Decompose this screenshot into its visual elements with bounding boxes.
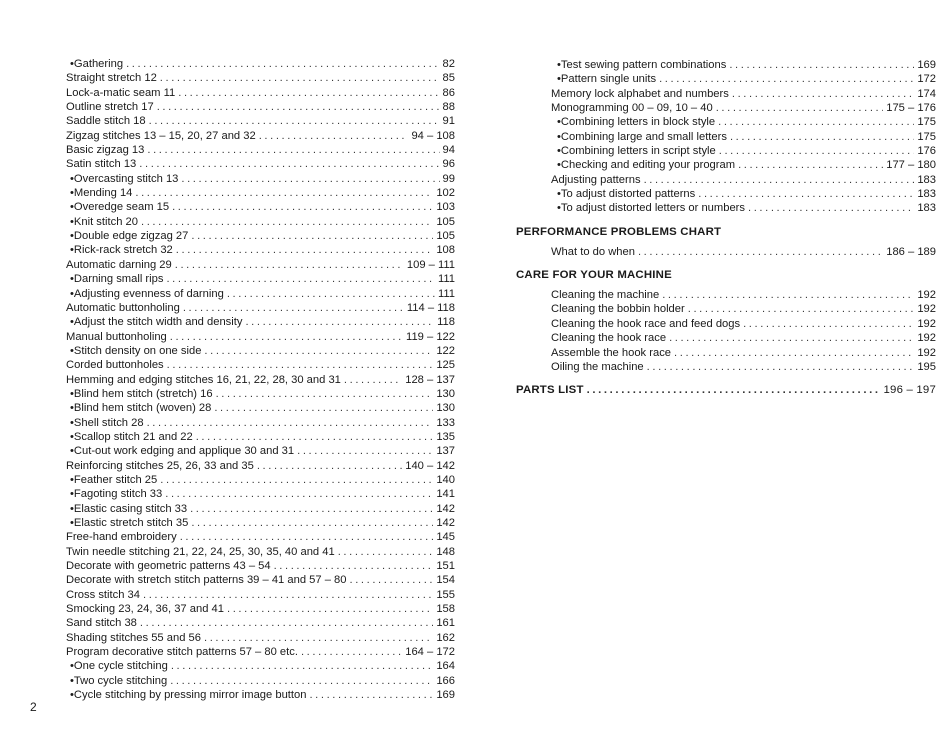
toc-entry-page: 174: [917, 87, 936, 100]
leader-dots: [165, 487, 433, 501]
toc-entry: [66, 71, 455, 85]
toc-entry-page: 176: [917, 145, 936, 158]
toc-entry-page: 88: [442, 101, 455, 114]
toc-entry: [516, 173, 936, 187]
toc-entry-title: Fagoting stitch 33: [73, 488, 163, 501]
toc-entry-page: 111: [437, 273, 455, 286]
toc-entry-title: Overcasting stitch 13: [73, 172, 179, 185]
toc-entry-title: Cut-out work edging and applique 30 and 31: [73, 445, 295, 458]
toc-entry-page: 108: [436, 244, 455, 257]
page-number: 2: [30, 700, 37, 714]
toc-entry: [66, 530, 455, 544]
performance-heading: PERFORMANCE PROBLEMS CHART: [516, 225, 722, 238]
bullet-icon: •: [557, 130, 561, 143]
toc-entry-page: 186 – 189: [886, 245, 936, 258]
toc-entry-title: Elastic casing stitch 33: [73, 502, 188, 515]
toc-entry: [66, 358, 455, 372]
toc-left-column: [66, 57, 455, 702]
leader-dots: [257, 459, 402, 473]
bullet-icon: •: [557, 59, 561, 71]
leader-dots: [259, 129, 409, 143]
toc-entry-page: 169: [436, 689, 455, 702]
leader-dots: [183, 301, 404, 315]
toc-entry: [66, 688, 455, 702]
parts-list-entry: [516, 383, 936, 397]
toc-entry-title: Two cycle stitching: [73, 674, 168, 687]
leader-dots: [297, 444, 433, 458]
toc-entry-title: Shell stitch 28: [73, 416, 144, 429]
leader-dots: [743, 317, 914, 331]
toc-entry: [66, 659, 455, 673]
toc-entry-page: 86: [442, 86, 455, 99]
toc-entry-title: Automatic buttonholing: [66, 301, 180, 314]
leader-dots: [204, 631, 433, 645]
bullet-icon: •: [70, 387, 74, 400]
toc-entry: [66, 473, 455, 487]
bullet-icon: •: [70, 244, 74, 257]
toc-entry-page: 141: [436, 488, 455, 501]
leader-dots: [227, 602, 433, 616]
bullet-icon: •: [557, 159, 561, 172]
toc-entry-page: 183: [917, 202, 936, 215]
leader-dots: [349, 573, 433, 587]
bullet-icon: •: [70, 215, 74, 228]
toc-entry-title: Adjusting evenness of darning: [73, 287, 224, 300]
toc-entry: [66, 200, 455, 214]
leader-dots: [176, 243, 434, 257]
toc-entry: [516, 317, 936, 331]
toc-entry-title: Rick-rack stretch 32: [73, 244, 173, 257]
bullet-icon: •: [70, 473, 74, 486]
toc-entry: [66, 545, 455, 559]
toc-entry: [66, 229, 455, 243]
toc-entry: [66, 502, 455, 516]
toc-entry-title: Program decorative stitch patterns 57 – 80 etc.: [66, 646, 298, 659]
care-heading: CARE FOR YOUR MACHINE: [516, 269, 672, 282]
toc-entry: [516, 331, 936, 345]
toc-entry-title: Automatic darning 29: [66, 258, 172, 271]
leader-dots: [191, 516, 433, 530]
toc-entry-page: 140 – 142: [405, 459, 455, 472]
toc-entry-title: To adjust distorted patterns: [560, 188, 696, 201]
toc-entry-page: 148: [436, 545, 455, 558]
toc-entry-page: 105: [436, 230, 455, 243]
toc-entry-title: Corded buttonholes: [66, 359, 164, 372]
leader-dots: [141, 215, 433, 229]
leader-dots: [659, 72, 914, 86]
toc-entry-title: Feather stitch 25: [73, 473, 158, 486]
toc-entry-title: Sand stitch 38: [66, 617, 137, 630]
toc-entry: [66, 588, 455, 602]
toc-entry-page: 133: [436, 416, 455, 429]
bullet-icon: •: [557, 188, 561, 201]
leader-dots: [274, 559, 434, 573]
bullet-icon: •: [70, 416, 74, 429]
leader-dots: [718, 115, 914, 129]
bullet-icon: •: [70, 58, 74, 70]
leader-dots: [140, 616, 433, 630]
toc-entry: [516, 201, 936, 215]
toc-entry-title: Outline stretch 17: [66, 101, 154, 114]
toc-entry-title: Decorate with geometric patterns 43 – 54: [66, 560, 271, 573]
toc-entry-page: 192: [917, 303, 936, 316]
care-list: [516, 288, 936, 374]
bullet-icon: •: [70, 689, 74, 702]
toc-entry-title: Mending 14: [73, 187, 133, 200]
toc-entry-title: Twin needle stitching 21, 22, 24, 25, 30, 35, 40 and 41: [66, 545, 335, 558]
leader-dots: [160, 473, 433, 487]
leader-dots: [180, 530, 434, 544]
toc-entry-page: 183: [917, 173, 936, 186]
toc-entry-page: 183: [917, 188, 936, 201]
leader-dots: [196, 430, 434, 444]
toc-entry-title: Combining letters in block style: [560, 116, 716, 129]
leader-dots: [190, 502, 433, 516]
toc-entry-page: 130: [436, 387, 455, 400]
leader-dots: [729, 58, 914, 72]
toc-entry-page: 105: [436, 215, 455, 228]
toc-entry: [66, 387, 455, 401]
toc-entry-page: 145: [436, 531, 455, 544]
toc-entry: [516, 158, 936, 172]
toc-entry-page: 119 – 122: [406, 330, 455, 343]
leader-dots: [171, 659, 434, 673]
toc-entry-page: 164: [436, 660, 455, 673]
toc-entry: [66, 86, 455, 100]
leader-dots: [167, 358, 434, 372]
toc-entry-title: Blind hem stitch (woven) 28: [73, 402, 212, 415]
toc-entry-title: Overedge seam 15: [73, 201, 170, 214]
toc-entry-title: Monogramming 00 – 09, 10 – 40: [551, 102, 713, 115]
leader-dots: [719, 144, 915, 158]
toc-entry-page: 192: [917, 289, 936, 302]
performance-list: [516, 245, 936, 259]
toc-entry-title: Zigzag stitches 13 – 15, 20, 27 and 32: [66, 129, 256, 142]
toc-entry-title: Elastic stretch stitch 35: [73, 517, 189, 529]
toc-entry-title: Knit stitch 20: [73, 215, 138, 228]
toc-entry: [66, 330, 455, 344]
bullet-icon: •: [70, 660, 74, 673]
toc-entry-page: 82: [442, 58, 455, 70]
toc-entry: [516, 144, 936, 158]
leader-dots: [738, 158, 883, 172]
toc-entry-page: 151: [436, 560, 455, 573]
toc-entry-page: 94 – 108: [411, 129, 455, 142]
toc-entry: [66, 114, 455, 128]
toc-entry-page: 166: [436, 674, 455, 687]
toc-entry-page: 162: [436, 631, 455, 644]
toc-entry-page: 172: [917, 73, 936, 86]
toc-entry: [66, 301, 455, 315]
toc-entry-page: 175: [917, 116, 936, 129]
toc-entry-page: 195: [917, 360, 936, 373]
leader-dots: [147, 416, 434, 430]
toc-entry: [516, 187, 936, 201]
toc-entry-title: Basic zigzag 13: [66, 144, 145, 157]
leader-dots: [301, 645, 402, 659]
toc-entry: [66, 373, 455, 387]
bullet-icon: •: [70, 201, 74, 214]
toc-entry: [66, 315, 455, 329]
toc-entry-page: 154: [436, 574, 455, 587]
toc-entry-page: 128 – 137: [405, 373, 455, 386]
toc-entry-title: Memory lock alphabet and numbers: [551, 87, 729, 100]
bullet-icon: •: [557, 202, 561, 215]
toc-entry-title: Adjust the stitch width and density: [73, 316, 243, 329]
toc-entry-page: 135: [436, 430, 455, 443]
toc-entry-page: 161: [436, 617, 455, 630]
bullet-icon: •: [70, 488, 74, 501]
toc-entry-page: 96: [442, 158, 455, 171]
leader-dots: [160, 71, 440, 85]
toc-entry: [66, 57, 455, 71]
toc-entry-title: Cleaning the hook race and feed dogs: [551, 317, 741, 330]
bullet-icon: •: [70, 430, 74, 443]
toc-entry-title: Manual buttonholing: [66, 330, 167, 343]
toc-entry-title: Shading stitches 55 and 56: [66, 631, 201, 644]
toc-entry-page: 125: [436, 359, 455, 372]
parts-page: 196 – 197: [883, 384, 936, 397]
toc-right-top-list: [516, 58, 936, 216]
leader-dots: [647, 360, 915, 374]
toc-entry: [66, 243, 455, 257]
toc-entry: [66, 401, 455, 415]
leader-dots: [674, 346, 914, 360]
toc-entry: [516, 360, 936, 374]
leader-dots: [338, 545, 434, 559]
leader-dots: [344, 373, 402, 387]
bullet-icon: •: [557, 116, 561, 129]
toc-entry-title: Stitch density on one side: [73, 344, 202, 357]
toc-entry-title: Adjusting patterns: [551, 173, 641, 186]
leader-dots: [227, 287, 435, 301]
toc-entry-title: Assemble the hook race: [551, 346, 672, 359]
toc-entry-page: 103: [436, 201, 455, 214]
bullet-icon: •: [70, 187, 74, 200]
leader-dots: [638, 245, 883, 259]
toc-entry: [516, 115, 936, 129]
toc-entry-title: Scallop stitch 21 and 22: [73, 430, 193, 443]
toc-entry-page: 102: [436, 187, 455, 200]
leader-dots: [688, 302, 915, 316]
toc-entry-page: 177 – 180: [886, 159, 936, 172]
leader-dots: [730, 130, 914, 144]
toc-entry-title: Cleaning the machine: [551, 289, 660, 302]
toc-entry-title: Darning small rips: [73, 273, 164, 286]
leader-dots: [309, 688, 433, 702]
leader-dots: [139, 157, 439, 171]
toc-entry-title: Cleaning the bobbin holder: [551, 303, 685, 316]
leader-dots: [147, 143, 439, 157]
toc-entry-title: Hemming and edging stitches 16, 21, 22, 28, 30 and 31: [66, 373, 341, 386]
bullet-icon: •: [557, 73, 561, 86]
leader-dots: [157, 100, 440, 114]
leader-dots: [748, 201, 914, 215]
toc-entry: [516, 87, 936, 101]
toc-entry-title: Cross stitch 34: [66, 588, 140, 601]
leader-dots: [181, 172, 439, 186]
bullet-icon: •: [70, 344, 74, 357]
toc-entry: [516, 101, 936, 115]
toc-entry-page: 94: [442, 144, 455, 157]
toc-entry-page: 85: [442, 72, 455, 85]
toc-entry: [66, 129, 455, 143]
toc-entry-title: Blind hem stitch (stretch) 16: [73, 387, 213, 400]
toc-entry-title: Saddle stitch 18: [66, 115, 146, 128]
toc-entry-title: Satin stitch 13: [66, 158, 137, 171]
toc-entry: [66, 631, 455, 645]
toc-entry: [66, 559, 455, 573]
bullet-icon: •: [70, 517, 74, 529]
toc-entry-page: 122: [436, 344, 455, 357]
toc-entry: [516, 72, 936, 86]
toc-entry-page: 175 – 176: [886, 102, 936, 115]
bullet-icon: •: [70, 230, 74, 243]
bullet-icon: •: [70, 674, 74, 687]
toc-entry: [66, 616, 455, 630]
toc-entry-page: 169: [917, 59, 936, 71]
bullet-icon: •: [70, 172, 74, 185]
toc-entry-page: 192: [917, 346, 936, 359]
toc-entry-title: Pattern single units: [560, 73, 657, 86]
toc-entry-title: Straight stretch 12: [66, 72, 157, 85]
leader-dots: [175, 258, 404, 272]
toc-entry-page: 111: [437, 287, 455, 300]
toc-entry-page: 155: [436, 588, 455, 601]
toc-entry-page: 192: [917, 332, 936, 345]
toc-entry: [66, 344, 455, 358]
toc-entry-page: 130: [436, 402, 455, 415]
leader-dots: [178, 86, 439, 100]
toc-entry-page: 158: [436, 603, 455, 616]
toc-entry-title: Decorate with stretch stitch patterns 39 – 41 and 57 – 80: [66, 574, 347, 587]
toc-entry-title: Checking and editing your program: [560, 159, 736, 172]
leader-dots: [716, 101, 884, 115]
toc-entry-title: Test sewing pattern combinations: [560, 59, 727, 71]
toc-entry-page: 109 – 111: [406, 258, 455, 271]
toc-entry-title: What to do when: [551, 245, 635, 258]
toc-entry-title: Smocking 23, 24, 36, 37 and 41: [66, 603, 224, 616]
leader-dots: [170, 330, 403, 344]
leader-dots: [587, 383, 881, 397]
toc-entry-title: One cycle stitching: [73, 660, 168, 673]
toc-entry: [516, 346, 936, 360]
toc-entry-title: Gathering: [73, 58, 124, 70]
toc-right-column: [516, 58, 936, 397]
toc-entry-page: 118: [437, 316, 455, 329]
toc-entry-page: 137: [436, 445, 455, 458]
leader-dots: [170, 674, 433, 688]
leader-dots: [214, 401, 433, 415]
toc-entry: [66, 602, 455, 616]
toc-entry: [66, 416, 455, 430]
toc-entry: [66, 258, 455, 272]
leader-dots: [126, 57, 439, 71]
toc-entry-title: Reinforcing stitches 25, 26, 33 and 35: [66, 459, 254, 472]
leader-dots: [191, 229, 433, 243]
toc-entry-page: 192: [917, 317, 936, 330]
toc-entry-page: 164 – 172: [405, 646, 455, 659]
toc-entry: [66, 459, 455, 473]
bullet-icon: •: [70, 273, 74, 286]
toc-entry-page: 140: [436, 473, 455, 486]
toc-entry: [66, 516, 455, 530]
toc-entry: [516, 288, 936, 302]
toc-entry: [66, 287, 455, 301]
leader-dots: [245, 315, 434, 329]
leader-dots: [166, 272, 435, 286]
leader-dots: [204, 344, 433, 358]
toc-entry-page: 114 – 118: [406, 301, 455, 314]
toc-entry: [66, 444, 455, 458]
toc-entry: [516, 245, 936, 259]
toc-entry-page: 91: [442, 115, 455, 128]
toc-entry-title: Cycle stitching by pressing mirror image button: [73, 689, 307, 702]
toc-entry: [66, 100, 455, 114]
bullet-icon: •: [70, 445, 74, 458]
leader-dots: [732, 87, 914, 101]
bullet-icon: •: [70, 502, 74, 515]
bullet-icon: •: [70, 402, 74, 415]
toc-entry: [66, 272, 455, 286]
toc-entry-page: 142: [436, 517, 455, 529]
toc-entry-title: Double edge zigzag 27: [73, 230, 189, 243]
leader-dots: [143, 588, 433, 602]
toc-entry: [66, 186, 455, 200]
leader-dots: [662, 288, 914, 302]
toc-entry-title: Lock-a-matic seam 11: [66, 86, 176, 99]
toc-entry-title: Combining letters in script style: [560, 145, 716, 158]
toc-entry-title: Combining large and small letters: [560, 130, 727, 143]
toc-entry: [66, 172, 455, 186]
toc-entry: [66, 645, 455, 659]
toc-entry: [516, 302, 936, 316]
toc-entry: [66, 157, 455, 171]
leader-dots: [698, 187, 914, 201]
toc-entry-page: 175: [917, 130, 936, 143]
leader-dots: [644, 173, 915, 187]
toc-entry-title: To adjust distorted letters or numbers: [560, 202, 745, 215]
toc-entry: [66, 573, 455, 587]
toc-entry: [66, 143, 455, 157]
leader-dots: [149, 114, 440, 128]
toc-entry: [66, 215, 455, 229]
toc-entry-page: 142: [436, 502, 455, 515]
toc-entry: [66, 487, 455, 501]
leader-dots: [172, 200, 433, 214]
toc-entry: [516, 130, 936, 144]
parts-heading: PARTS LIST: [516, 384, 584, 397]
toc-entry-page: 99: [442, 172, 455, 185]
toc-entry: [66, 430, 455, 444]
bullet-icon: •: [70, 316, 74, 329]
bullet-icon: •: [70, 287, 74, 300]
toc-entry-title: Cleaning the hook race: [551, 332, 667, 345]
toc-entry: [66, 674, 455, 688]
leader-dots: [216, 387, 434, 401]
leader-dots: [669, 331, 914, 345]
toc-entry: [516, 58, 936, 72]
toc-entry-title: Oiling the machine: [551, 360, 644, 373]
toc-entry-title: Free-hand embroidery: [66, 531, 177, 544]
leader-dots: [135, 186, 433, 200]
bullet-icon: •: [557, 145, 561, 158]
